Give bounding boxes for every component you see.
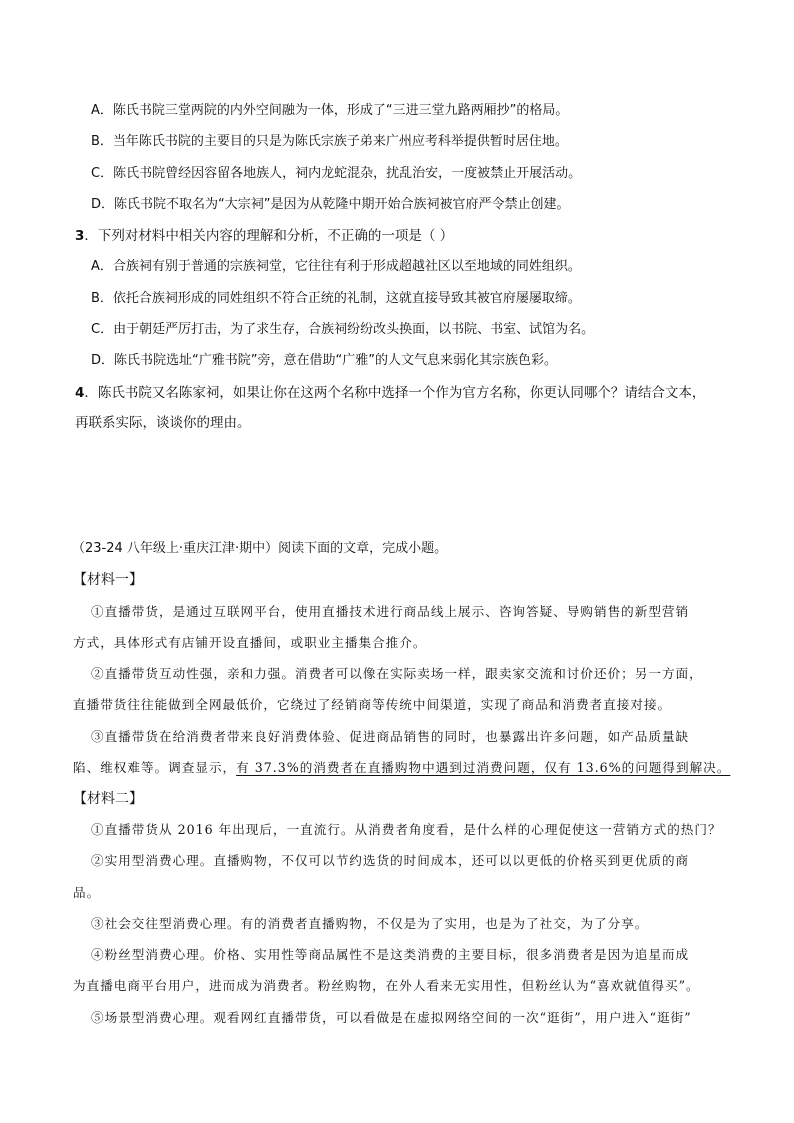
- material-1-label: 【材料一】: [73, 572, 143, 588]
- material-2-line: ②实用型消费心理。直播购物，不仅可以节约选货的时间成本，还可以以更低的价格买到更优质的商: [91, 853, 690, 868]
- material-2-line: ⑤场景型消费心理。观看网红直播带货，可以看做是在虚拟网络空间的一次“逛街”，用户进入“逛街”: [91, 1010, 692, 1025]
- question-3: [75, 227, 453, 245]
- material-1-line: 方式，具体形式有店铺开设直播间，或职业主播集合推介。: [73, 635, 427, 650]
- question-4-line2: 再联系实际，谈谈你的理由。: [75, 415, 251, 431]
- material-2-line: 品。: [73, 885, 101, 900]
- q2-option-d: D．陈氏书院不取名为“大宗祠”是因为从乾隆中期开始合族祠被官府严令禁止创建。: [91, 197, 570, 212]
- material-1-line: 直播带货往往能做到全网最低价，它绕过了经销商等传统中间渠道，实现了商品和消费者直接对接。: [73, 697, 672, 712]
- q2-option-b: B．当年陈氏书院的主要目的只是为陈氏宗族子弟来广州应考科举提供暂时居住地。: [91, 134, 568, 149]
- material-1-last-line: [73, 759, 730, 777]
- material-1-line: ①直播带货，是通过互联网平台，使用直播技术进行商品线上展示、咨询答疑、导购销售的新型营销: [91, 604, 690, 619]
- passage-source: （23-24 八年级上·重庆江津·期中）阅读下面的文章，完成小题。: [72, 541, 448, 556]
- q2-option-a: A．陈氏书院三堂两院的内外空间融为一体，形成了“三进三堂九路两厢抄”的格局。: [91, 103, 569, 118]
- material-2-line: ③社会交往型消费心理。有的消费者直播购物，不仅是为了实用，也是为了社交，为了分享。: [91, 916, 649, 931]
- q3-option-d: D．陈氏书院选址“广雅书院”旁，意在借助“广雅”的人文气息来弱化其宗族色彩。: [91, 353, 557, 368]
- q3-option-a: A．合族祠有别于普通的宗族祠堂，它往往有利于形成超越社区以至地域的同姓组织。: [91, 259, 581, 274]
- q2-option-c: C．陈氏书院曾经因容留各地族人，祠内龙蛇混杂，扰乱治安，一度被禁止开展活动。: [91, 166, 582, 181]
- question-3-text: ．下列对材料中相关内容的理解和分析，不正确的一项是（ ）: [84, 228, 454, 244]
- material-1-line: ②直播带货互动性强，亲和力强。消费者可以像在实际卖场一样，跟卖家交流和讨价还价；另一方面，: [91, 666, 703, 681]
- material-2-line: ①直播带货从 2016 年出现后，一直流行。从消费者角度看，是什么样的心理促使这一营销方式的热门？: [91, 822, 722, 837]
- question-3-number: 3: [75, 228, 85, 244]
- question-4-number: 4: [75, 385, 85, 401]
- material-1-plain-text: 陷、维权难等。调查显示，: [73, 760, 237, 775]
- material-2-line: ④粉丝型消费心理。价格、实用性等商品属性不是这类消费的主要目标，很多消费者是因为追星而成: [91, 947, 690, 962]
- material-1-line: ③直播带货在给消费者带来良好消费体验、促进商品销售的同时，也暴露出许多问题，如产品质量缺: [91, 729, 690, 744]
- q3-option-c: C．由于朝廷严厉打击，为了求生存，合族祠纷纷改头换面，以书院、书室、试馆为名。: [91, 322, 595, 337]
- material-1-underlined-text: 有 37.3%的消费者在直播购物中遇到过消费问题，仅有 13.6%的问题得到解决。: [236, 760, 731, 775]
- question-4-line1: [75, 384, 705, 402]
- q3-option-b: B．依托合族祠形成的同姓组织不符合正统的礼制，这就直接导致其被官府屡屡取缔。: [91, 291, 581, 306]
- question-4-text: ．陈氏书院又名陈家祠，如果让你在这两个名称中选择一个作为官方名称，你更认同哪个？请结合文本，: [84, 385, 706, 401]
- material-2-line: 为直播电商平台用户，进而成为消费者。粉丝购物，在外人看来无实用性，但粉丝认为“喜欢就值得买”。: [73, 978, 700, 993]
- material-2-label: 【材料二】: [73, 791, 143, 807]
